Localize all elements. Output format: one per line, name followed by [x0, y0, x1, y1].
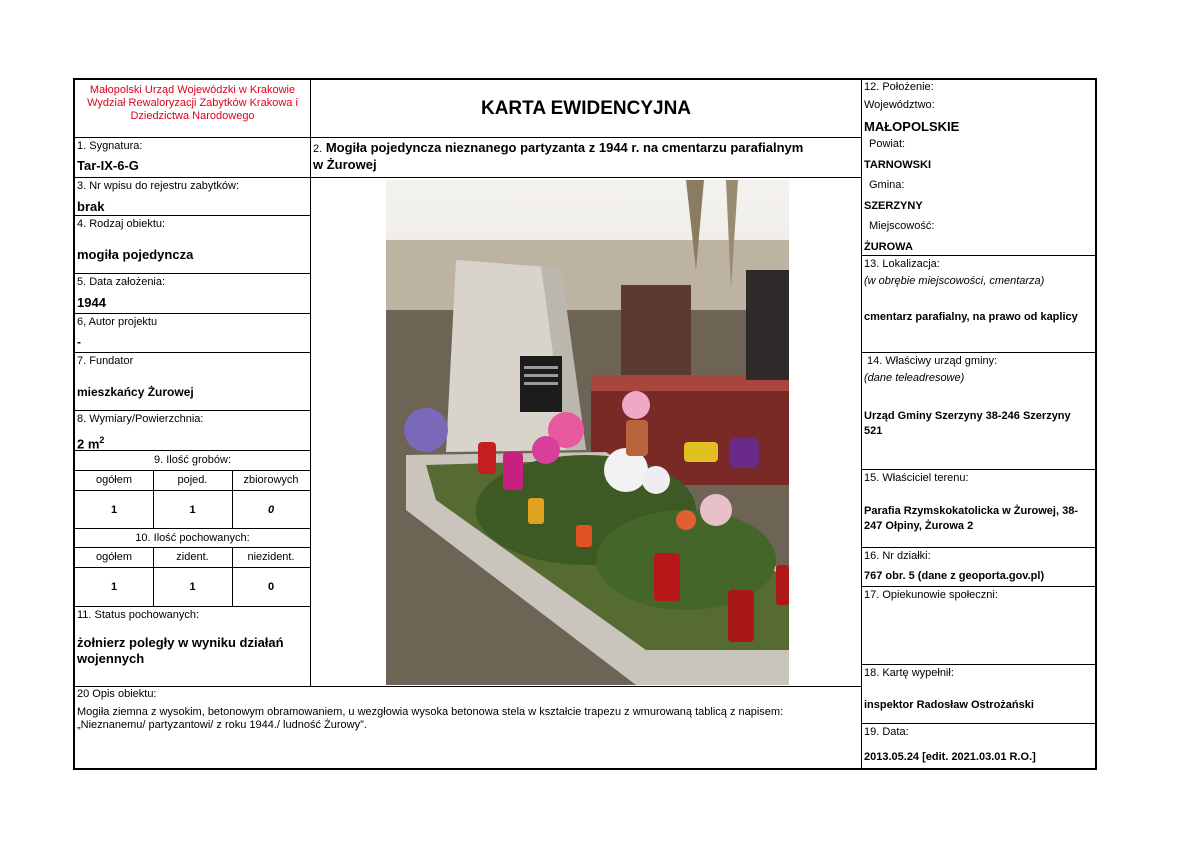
- founder-value: mieszkańcy Żurowej: [77, 385, 194, 399]
- filled-by-value: inspektor Radosław Ostrożański: [864, 699, 1034, 711]
- description-label: 20 Opis obiektu:: [77, 688, 157, 700]
- field-dimensions: [75, 411, 310, 451]
- voivodeship-label: Województwo:: [864, 99, 935, 111]
- field-municipal-office: [862, 353, 1097, 470]
- dimensions-number: 2 m: [77, 436, 100, 452]
- commune-label: Gmina:: [869, 179, 905, 191]
- buried-header-identified: zident.: [176, 551, 209, 563]
- author-value: -: [77, 335, 81, 349]
- author-label: 6, Autor projektu: [77, 316, 158, 328]
- description-line-2: „Nieznanemu/ partyzantowi/ z roku 1944./ ludność Żurowy”.: [77, 719, 367, 731]
- graves-count-headers-row: [75, 471, 310, 491]
- buried-divider-1: [153, 548, 154, 607]
- field-object-type: [75, 216, 310, 274]
- description-line-1: Mogiła ziemna z wysokim, betonowym obramowaniem, u wezgłowia wysoka betonowa stela w kształcie trapezu z wmurowaną tablicą z napisem:: [77, 706, 784, 718]
- field-author: [75, 314, 310, 353]
- dimensions-sup: 2: [99, 435, 105, 445]
- object-name-number: 2.: [313, 143, 323, 155]
- field-signature: [75, 138, 310, 178]
- location-label: 12. Położenie:: [864, 81, 934, 93]
- field-object-name: [311, 138, 861, 178]
- object-type-label: 4. Rodzaj obiektu:: [77, 218, 166, 230]
- locality-value: ŻUROWA: [864, 241, 913, 253]
- field-date: [862, 724, 1097, 770]
- field-filled-by: [862, 665, 1097, 724]
- localization-label: 13. Lokalizacja:: [864, 258, 940, 270]
- buried-count-label: 10. Ilość pochowanych:: [135, 532, 250, 544]
- field-social-guardians: [862, 587, 1097, 665]
- field-location: [862, 80, 1097, 256]
- date-value: 2013.05.24 [edit. 2021.03.01 R.O.]: [864, 751, 1036, 763]
- buried-count-header: [75, 529, 310, 548]
- grave-photo: [386, 180, 789, 685]
- buried-value-total: 1: [110, 581, 118, 593]
- county-value: TARNOWSKI: [864, 159, 932, 171]
- dimensions-label: 8. Wymiary/Powierzchnia:: [77, 413, 204, 425]
- buried-count-values-row: [75, 568, 310, 607]
- field-founder: [75, 353, 310, 411]
- land-owner-label: 15. Właściciel terenu:: [864, 472, 969, 484]
- grave-photo-svg: [386, 180, 789, 685]
- card-title-cell: [311, 80, 861, 138]
- object-name-line-1: [313, 140, 859, 157]
- field-description: [75, 687, 861, 770]
- voivodeship-value: MAŁOPOLSKIE: [864, 119, 960, 134]
- register-value: brak: [77, 199, 105, 214]
- signature-value: Tar-IX-6-G: [77, 158, 139, 173]
- object-name-text: Mogiła pojedyncza nieznanego partyzanta z 1944 r. na cmentarzu parafialnym: [325, 140, 804, 155]
- graves-count-header: [75, 451, 310, 471]
- institution-line-3: Dziedzictwa Narodowego: [130, 110, 255, 122]
- object-type-value: mogiła pojedyncza: [77, 247, 194, 262]
- graves-count-label: 9. Ilość grobów:: [153, 454, 232, 466]
- graves-header-single: pojed.: [177, 474, 208, 486]
- field-localization: [862, 256, 1097, 353]
- graves-header-total: ogółem: [95, 474, 133, 486]
- buried-count-headers-row: [75, 548, 310, 568]
- municipal-office-value-line-1: Urząd Gminy Szerzyny 38-246 Szerzyny: [864, 410, 1071, 422]
- field-land-owner: [862, 470, 1097, 548]
- buried-header-unidentified: niezident.: [247, 551, 295, 563]
- field-plot-number: [862, 548, 1097, 587]
- plot-number-label: 16. Nr działki:: [864, 550, 931, 562]
- institution-line-1: Małopolski Urząd Wojewódzki w Krakowie: [89, 84, 296, 96]
- card-title: KARTA EWIDENCYJNA: [480, 98, 692, 119]
- filled-by-label: 18. Kartę wypełnił:: [864, 667, 954, 679]
- buried-value-unidentified: 0: [267, 581, 275, 593]
- burial-status-value-line-2: wojennych: [77, 651, 145, 666]
- graves-value-collective: 0: [267, 504, 275, 516]
- date-label: 19. Data:: [864, 726, 909, 738]
- field-founding-date: [75, 274, 310, 314]
- signature-label: 1. Sygnatura:: [77, 140, 143, 152]
- buried-header-total: ogółem: [95, 551, 133, 563]
- dimensions-value: [77, 432, 308, 452]
- graves-value-total: 1: [110, 504, 118, 516]
- county-label: Powiat:: [869, 138, 906, 150]
- graves-divider-2: [232, 471, 233, 529]
- burial-status-value-line-1: żołnierz poległy w wyniku działań: [77, 635, 284, 650]
- plot-number-value: 767 obr. 5 (dane z geoporta.gov.pl): [864, 570, 1045, 582]
- land-owner-value-line-2: 247 Ołpiny, Żurowa 2: [864, 520, 974, 532]
- founder-label: 7. Fundator: [77, 355, 134, 367]
- institution-header: [75, 80, 310, 138]
- municipal-office-label: 14. Właściwy urząd gminy:: [867, 355, 998, 367]
- localization-value: cmentarz parafialny, na prawo od kaplicy: [864, 311, 1078, 323]
- register-label: 3. Nr wpisu do rejestru zabytków:: [77, 180, 240, 192]
- municipal-office-value-line-2: 521: [864, 425, 883, 437]
- record-card: [73, 78, 1097, 770]
- municipal-office-sublabel: (dane teleadresowe): [864, 372, 965, 384]
- commune-value: SZERZYNY: [864, 200, 923, 212]
- object-name-line-2: w Żurowej: [313, 157, 377, 172]
- graves-divider-1: [153, 471, 154, 529]
- graves-header-collective: zbiorowych: [243, 474, 299, 486]
- localization-sublabel: (w obrębie miejscowości, cmentarza): [864, 275, 1045, 287]
- field-register: [75, 178, 310, 216]
- field-burial-status: [75, 607, 310, 686]
- graves-count-values-row: [75, 491, 310, 529]
- land-owner-value-line-1: Parafia Rzymskokatolicka w Żurowej, 38-: [864, 505, 1078, 517]
- buried-divider-2: [232, 548, 233, 607]
- founding-date-label: 5. Data założenia:: [77, 276, 166, 288]
- founding-date-value: 1944: [77, 295, 106, 310]
- buried-value-identified: 1: [189, 581, 196, 593]
- burial-status-label: 11. Status pochowanych:: [77, 609, 200, 621]
- social-guardians-label: 17. Opiekunowie społeczni:: [864, 589, 998, 601]
- locality-label: Miejscowość:: [869, 220, 935, 232]
- institution-line-2: Wydział Rewaloryzacji Zabytków Krakowa i: [87, 97, 298, 109]
- graves-value-single: 1: [189, 504, 196, 516]
